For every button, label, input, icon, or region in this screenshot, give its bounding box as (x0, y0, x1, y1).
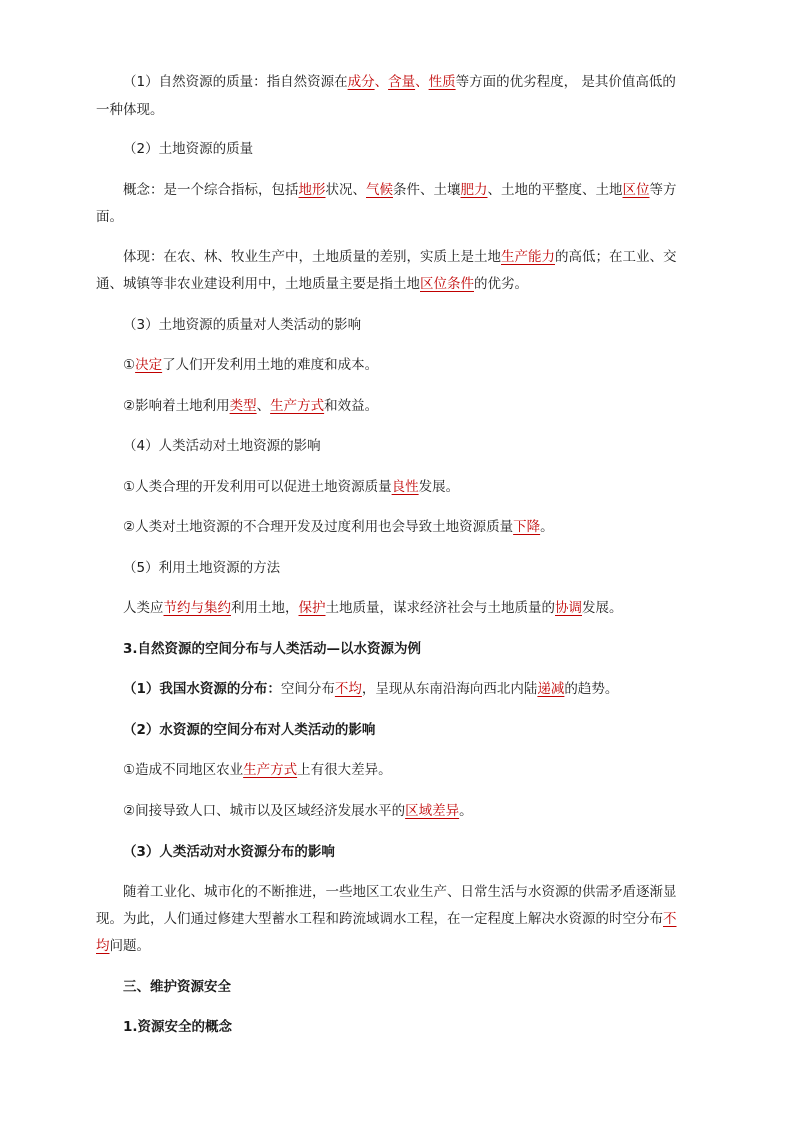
keyword-decline: 下降 (513, 519, 541, 535)
paragraph-water-impact-line2: 现。为此，人们通过修建大型蓄水工程和跨流域调水工程，在一定程度上解决水资源的时空分布不 (96, 911, 677, 927)
keyword-property: 性质 (428, 74, 456, 90)
heading-resource-security-concept: 1.资源安全的概念 (123, 1019, 233, 1035)
keyword-terrain: 地形 (298, 182, 326, 198)
paragraph-land-quality-manifestation: 体现：在农、林、牧业生产中，土地质量的差别，实质上是土地生产能力的高低；在工业、交 (123, 249, 677, 265)
keyword-determine: 决定 (135, 357, 163, 373)
list-item-4: ②人类对土地资源的不合理开发及过度利用也会导致土地资源质量下降。 (123, 519, 554, 535)
keyword-production-mode: 生产方式 (270, 398, 325, 414)
list-item-5: ①造成不同地区农业生产方式上有很大差异。 (123, 762, 392, 778)
keyword-regional-difference: 区域差异 (405, 803, 460, 819)
section-heading-resource-security: 三、维护资源安全 (123, 979, 231, 995)
list-item-1: ①决定了人们开发利用土地的难度和成本。 (123, 357, 379, 373)
heading-land-quality-impact: （3）土地资源的质量对人类活动的影响 (123, 317, 362, 333)
keyword-save-intensive: 节约与集约 (163, 600, 231, 616)
paragraph-water-impact-line1: 随着工业化、城市化的不断推进，一些地区工农业生产、日常生活与水资源的供需矛盾逐渐显 (123, 884, 677, 900)
heading-water-impact: （2）水资源的空间分布对人类活动的影响 (123, 722, 376, 738)
keyword-productivity: 生产能力 (501, 249, 555, 265)
keyword-climate: 气候 (366, 182, 393, 198)
keyword-composition: 成分 (347, 74, 375, 90)
keyword-decrease: 递减 (537, 681, 565, 697)
keyword-type: 类型 (229, 398, 257, 414)
paragraph-water-distribution: （1）我国水资源的分布：空间分布不均，呈现从东南沿海向西北内陆递减的趋势。 (123, 681, 619, 697)
list-item-3: ①人类合理的开发利用可以促进土地资源质量良性发展。 (123, 479, 460, 495)
keyword-content: 含量 (388, 74, 416, 90)
keyword-even: 均 (96, 938, 110, 954)
paragraph-land-quality-manifestation-cont: 通、城镇等非农业建设利用中，土地质量主要是指土地区位条件的优劣。 (96, 276, 528, 292)
paragraph-land-quality-concept: 概念：是一个综合指标，包括地形状况、气候条件、土壤肥力、土地的平整度、土地区位等方 (123, 182, 677, 198)
heading-human-impact-land: （4）人类活动对土地资源的影响 (123, 438, 321, 454)
section-heading-water-resources: 3.自然资源的空间分布与人类活动—以水资源为例 (123, 641, 422, 657)
paragraph-water-impact-line3: 均问题。 (96, 938, 150, 954)
keyword-un: 不 (663, 911, 677, 927)
heading-human-impact-water: （3）人类活动对水资源分布的影响 (123, 844, 335, 860)
keyword-fertility: 肥力 (460, 182, 488, 198)
keyword-protect: 保护 (298, 600, 326, 616)
heading-land-quality: （2）土地资源的质量 (123, 141, 254, 157)
list-item-6: ②间接导致人口、城市以及区域经济发展水平的区域差异。 (123, 803, 473, 819)
keyword-uneven: 不均 (334, 681, 362, 697)
paragraph-natural-resource-quality-cont: 一种体现。 (96, 102, 164, 118)
keyword-production-mode-2: 生产方式 (243, 762, 298, 778)
keyword-location: 区位 (622, 182, 650, 198)
list-item-2: ②影响着土地利用类型、生产方式和效益。 (123, 398, 379, 414)
keyword-coordinate: 协调 (555, 600, 582, 616)
keyword-benign: 良性 (391, 479, 419, 495)
keyword-location-conditions: 区位条件 (420, 276, 474, 292)
paragraph-natural-resource-quality: （1）自然资源的质量：指自然资源在成分、含量、性质等方面的优劣程度， 是其价值高低的 (123, 74, 676, 90)
paragraph-land-use-method: 人类应节约与集约利用土地，保护土地质量，谋求经济社会与土地质量的协调发展。 (123, 600, 623, 616)
heading-land-use-method: （5）利用土地资源的方法 (123, 560, 281, 576)
paragraph-land-quality-concept-cont: 面。 (96, 209, 123, 225)
